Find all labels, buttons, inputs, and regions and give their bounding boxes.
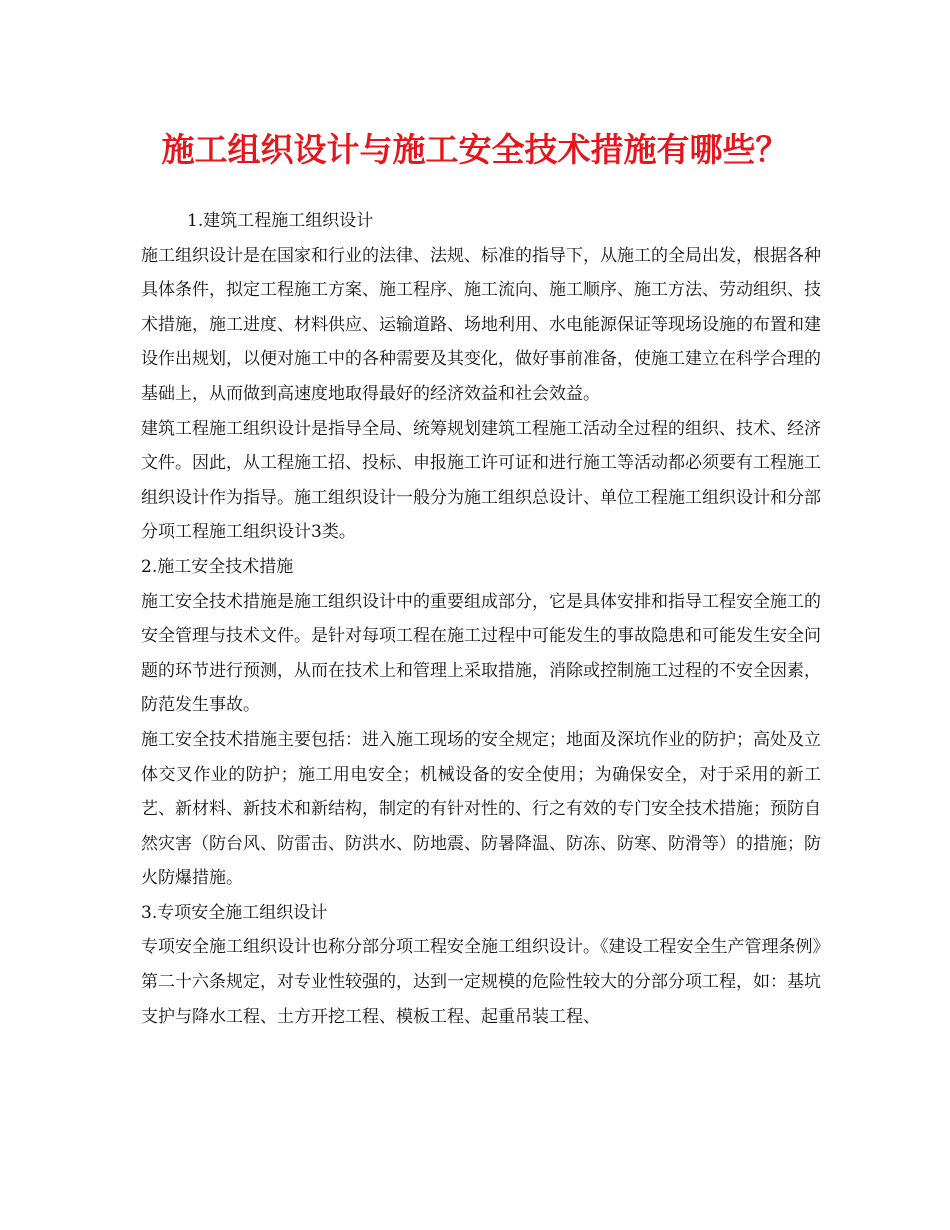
document-title: 施工组织设计与施工安全技术措施有哪些？ <box>161 130 789 169</box>
section-3-heading: 3.专项安全施工组织设计 <box>141 902 328 923</box>
section-2-paragraph-2: 施工安全技术措施主要包括：进入施工现场的安全规定；地面及深坑作业的防护；高处及立体交叉作业的防护；施工用电安全；机械设备的安全使用；为确保安全，对于采用的新工艺、新材料、新技术和新结构，制定的有针对性的、行之有效的专门安全技术措施；预防自然灾害（防台风、防雷击、防洪水、防地震、防暑降温、防冻、防寒、防滑等）的措施；防火防爆措施。 <box>141 729 821 889</box>
section-3-paragraph-1: 专项安全施工组织设计也称分部分项工程安全施工组织设计。《建设工程安全生产管理条例》第二十六条规定，对专业性较强的，达到一定规模的危险性较大的分部分项工程，如：基坑支护与降水工程、土方开挖工程、模板工程、起重吊装工程、 <box>141 937 821 1027</box>
document-body <box>141 204 821 1034</box>
section-2-heading: 2.施工安全技术措施 <box>141 556 294 577</box>
section-2-paragraph-1: 施工安全技术措施是施工组织设计中的重要组成部分，它是具体安排和指导工程安全施工的安全管理与技术文件。是针对每项工程在施工过程中可能发生的事故隐患和可能发生安全问题的环节进行预测，从而在技术上和管理上采取措施，消除或控制施工过程的不安全因素，防范发生事故。 <box>141 591 821 716</box>
section-1-paragraph-1: 施工组织设计是在国家和行业的法律、法规、标准的指导下，从施工的全局出发，根据各种具体条件，拟定工程施工方案、施工程序、施工流向、施工顺序、施工方法、劳动组织、技术措施，施工进度、材料供应、运输道路、场地利用、水电能源保证等现场设施的布置和建设作出规划，以便对施工中的各种需要及其变化，做好事前准备，使施工建立在科学合理的基础上，从而做到高速度地取得最好的经济效益和社会效益。 <box>141 245 821 404</box>
section-1-heading: 1.建筑工程施工组织设计 <box>187 211 374 231</box>
section-1-paragraph-2: 建筑工程施工组织设计是指导全局、统筹规划建筑工程施工活动全过程的组织、技术、经济文件。因此，从工程施工招、投标、申报施工许可证和进行施工等活动都必须要有工程施工组织设计作为指导。施工组织设计一般分为施工组织总设计、单位工程施工组织设计和分部分项工程施工组织设计3类。 <box>141 418 821 543</box>
